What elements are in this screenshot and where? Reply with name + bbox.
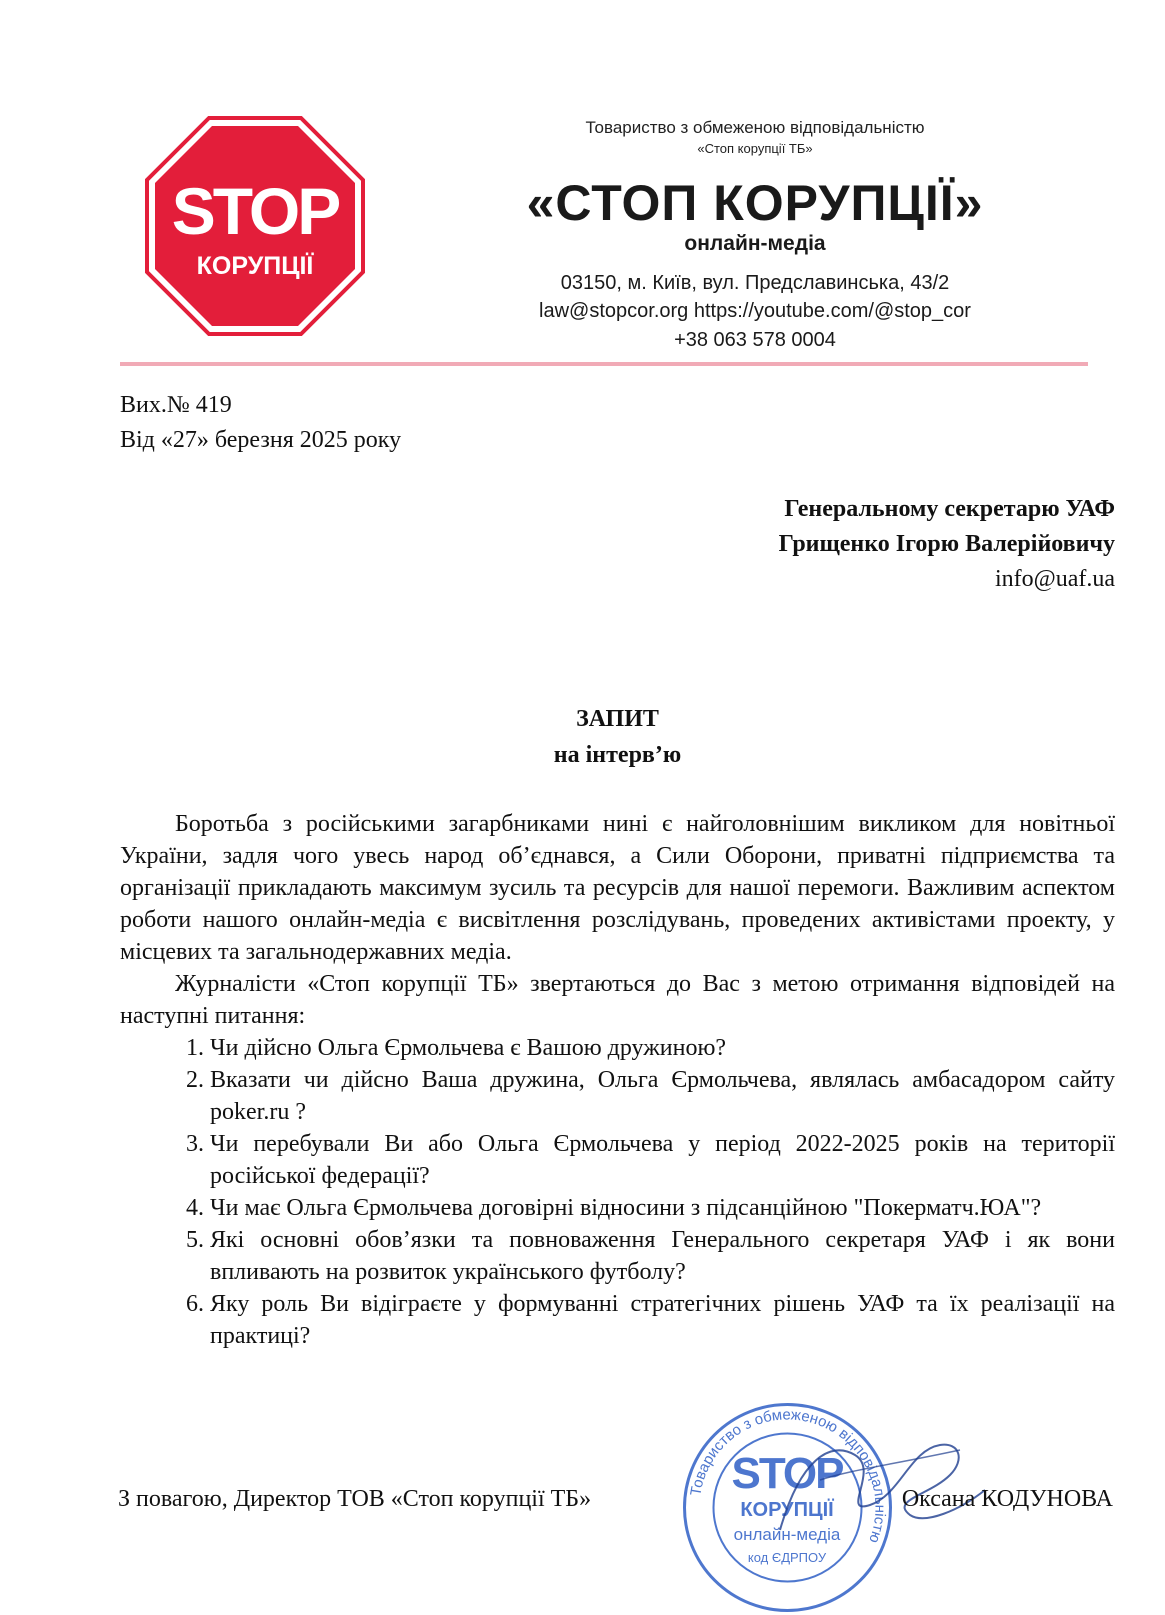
list-item: 3. Чи перебували Ви або Ольга Єрмольчева у період 2022-2025 років на території російської федерації? bbox=[210, 1128, 1115, 1192]
paragraph: Журналісти «Стоп корупції ТБ» звертаються до Вас з метою отримання відповідей на наступні питання: bbox=[120, 971, 1115, 1029]
phone: +38 063 578 0004 bbox=[674, 329, 836, 351]
stop-logo bbox=[145, 116, 365, 336]
recipient-name: Грищенко Ігорю Валерійовичу bbox=[778, 531, 1115, 557]
address: 03150, м. Київ, вул. Предславинська, 43/2 bbox=[560, 272, 950, 294]
stamp-center-top: STOP bbox=[731, 1449, 843, 1498]
list-item: 2. Вказати чи дійсно Ваша дружина, Ольга Єрмольчева, являлась амбасадором сайту poker.ru ? bbox=[210, 1064, 1115, 1128]
letter-body bbox=[120, 808, 1115, 1352]
recipient-title: Генеральному секретарю УАФ bbox=[784, 496, 1115, 522]
doc-subtitle: на інтерв’ю bbox=[553, 742, 682, 768]
signature-label: З повагою, Директор ТОВ «Стоп корупції ТБ» bbox=[118, 1486, 592, 1512]
questions-list bbox=[120, 1032, 1115, 1352]
recipient-email: info@uaf.ua bbox=[994, 566, 1115, 592]
list-item: 4. Чи має Ольга Єрмольчева договірні відносини з підсанційною "Покерматч.ЮА"? bbox=[210, 1192, 1115, 1224]
outgoing-date: Від «27» березня 2025 року bbox=[120, 427, 402, 453]
list-item: 5. Які основні обов’язки та повноваження Генерального секретаря УАФ і як вони впливають на розвиток українського футболу? bbox=[210, 1224, 1115, 1288]
logo-text-bottom: КОРУПЦІЇ bbox=[196, 252, 314, 280]
list-item: 6. Яку роль Ви відіграєте у формуванні стратегічних рішень УАФ та їх реалізації на практиці? bbox=[210, 1288, 1115, 1352]
doc-title: ЗАПИТ bbox=[576, 706, 659, 732]
company-type: Товариство з обмеженою відповідальністю bbox=[585, 118, 925, 137]
list-item: 1. Чи дійсно Ольга Єрмольчева є Вашою дружиною? bbox=[210, 1032, 1115, 1064]
stamp-center-bottom: онлайн-медіа bbox=[733, 1525, 841, 1544]
stamp-center-mid: КОРУПЦІЇ bbox=[740, 1499, 834, 1521]
header-divider bbox=[120, 362, 1088, 366]
brand-name: «СТОП КОРУПЦІЇ» bbox=[526, 175, 984, 231]
paragraph: Боротьба з російськими загарбниками нині є найголовнішим викликом для новітньої України, задля чого увесь народ об’єднався, а Сили Оборони, приватні підприємства та організації прикладають максимум зусиль та ресурсів для нашої перемоги. Важливим аспектом роботи нашого онлайн-медіа є висвітлення розслідувань, проведених активістами проекту, у місцевих та загальнодержавних медіа. bbox=[120, 811, 1115, 965]
brand-subtitle: онлайн-медіа bbox=[684, 232, 826, 255]
outgoing-number: Вих.№ 419 bbox=[120, 392, 232, 418]
stamp-code: код ЄДРПОУ bbox=[747, 1550, 827, 1565]
contacts: law@stopcor.org https://youtube.com/@stop_cor bbox=[539, 300, 971, 322]
signatory-name: Оксана КОДУНОВА bbox=[901, 1486, 1113, 1512]
stamp-ring-text: Товариство з обмеженою відповідальністю bbox=[687, 1406, 889, 1546]
logo-text-top: STOP bbox=[171, 174, 339, 248]
company-short: «Стоп корупції ТБ» bbox=[697, 141, 813, 156]
